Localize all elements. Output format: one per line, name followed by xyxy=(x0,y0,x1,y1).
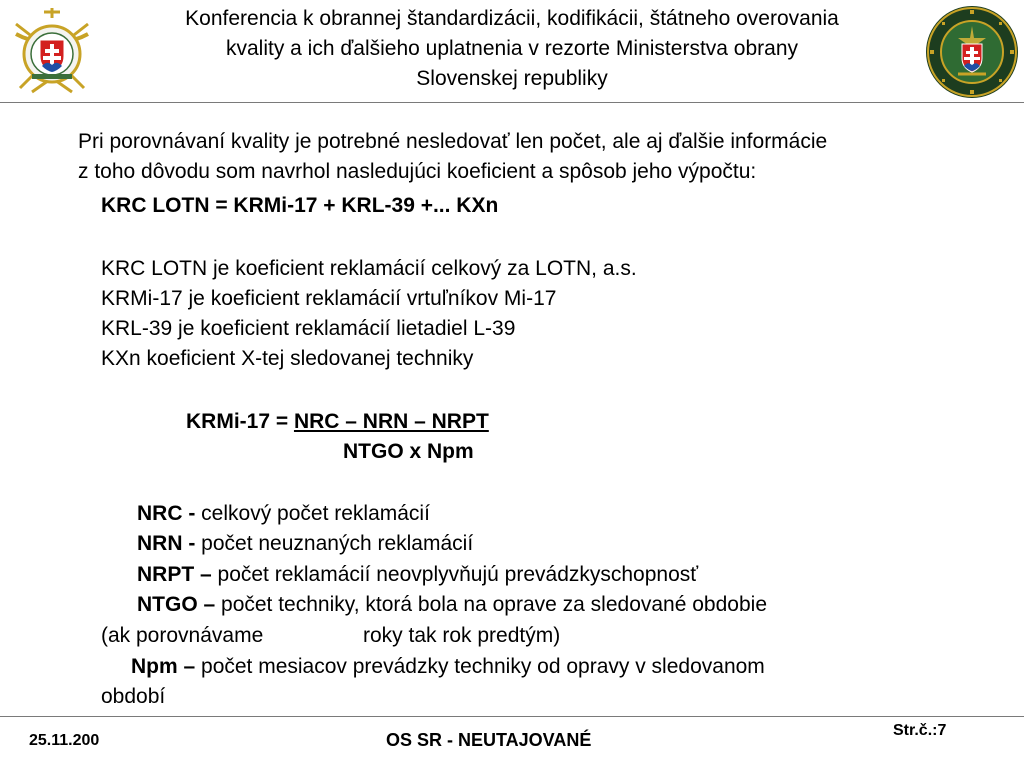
term-ntgo-desc: počet techniky, ktorá bola na oprave za sledované obdobie xyxy=(221,593,767,616)
general-staff-seal-logo xyxy=(924,4,1020,100)
intro-line-2: z toho dôvodu som navrhol nasledujúci koeficient a spôsob jeho výpočtu: xyxy=(78,160,757,183)
term-npm-label: Npm – xyxy=(131,655,202,678)
term-nrc-desc: celkový počet reklamácií xyxy=(201,502,430,525)
ntgo-continuation-a: (ak porovnávame xyxy=(101,624,264,647)
term-npm-desc: počet mesiacov prevádzky techniky od opravy v sledovanom xyxy=(201,655,765,678)
standardization-emblem-logo xyxy=(4,4,100,100)
term-nrc xyxy=(137,499,430,529)
header-divider xyxy=(0,102,1024,103)
term-ntgo-label: NTGO – xyxy=(137,593,222,616)
term-nrn xyxy=(137,529,473,559)
title-line-1: Konferencia k obrannej štandardizácii, kodifikácii, štátneho overovania xyxy=(185,7,839,30)
footer-date: 25.11.200 xyxy=(29,732,100,749)
definition-krc-lotn: KRC LOTN je koeficient reklamácií celkový za LOTN, a.s. xyxy=(101,257,637,280)
footer-classification: OS SR - NEUTAJOVANÉ xyxy=(386,730,592,750)
term-npm xyxy=(131,652,765,682)
term-ntgo xyxy=(137,590,767,620)
main-formula: KRC LOTN = KRMi-17 + KRL-39 +... KXn xyxy=(101,194,499,217)
term-nrn-desc: počet neuznaných reklamácií xyxy=(201,532,474,555)
term-nrpt-label: NRPT – xyxy=(137,563,218,586)
title-line-3: Slovenskej republiky xyxy=(416,67,608,90)
footer-divider xyxy=(0,716,1024,717)
fraction-lhs: KRMi-17 = xyxy=(186,410,294,433)
term-nrn-label: NRN - xyxy=(137,532,202,555)
ntgo-continuation-b: roky tak rok predtým) xyxy=(363,624,561,647)
title-line-2: kvality a ich ďalšieho uplatnenia v rezorte Ministerstva obrany xyxy=(225,37,798,60)
footer-page-number: Str.č.:7 xyxy=(893,722,947,739)
fraction-numerator: NRC – NRN – NRPT xyxy=(293,410,489,433)
fraction-denominator: NTGO x Npm xyxy=(343,440,474,463)
definition-kxn: KXn koeficient X-tej sledovanej techniky xyxy=(101,347,474,370)
conference-title xyxy=(100,4,924,94)
definition-krl-39: KRL-39 je koeficient reklamácií lietadiel L-39 xyxy=(101,317,516,340)
intro-line-1: Pri porovnávaní kvality je potrebné nesledovať len počet, ale aj ďalšie informácie xyxy=(78,130,828,153)
term-nrpt xyxy=(137,560,698,590)
term-nrpt-desc: počet reklamácií neovplyvňujú prevádzkyschopnosť xyxy=(217,563,699,586)
definition-krmi-17: KRMi-17 je koeficient reklamácií vrtuľníkov Mi-17 xyxy=(101,287,557,310)
npm-continuation: období xyxy=(101,685,166,708)
fraction-formula xyxy=(186,407,489,437)
term-nrc-label: NRC - xyxy=(137,502,202,525)
